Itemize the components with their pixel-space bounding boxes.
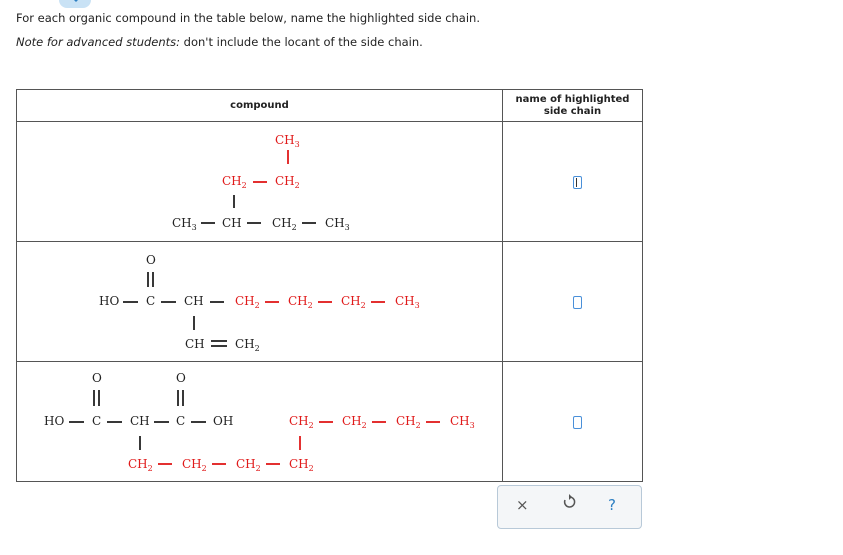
atom-r-ch2-6: $CH_2$ — [236, 457, 261, 473]
atom-c-1: C — [92, 414, 102, 428]
compound-3-diagram — [17, 362, 502, 482]
answer-cell-1 — [503, 122, 643, 242]
help-button[interactable]: ? — [608, 496, 616, 514]
atom-r-ch2-5: $CH_2$ — [182, 457, 207, 473]
atom-ho: HO — [44, 414, 65, 428]
note-body: don't include the locant of the side chain. — [180, 35, 423, 49]
atom-r-ch2-1: $CH_2$ — [289, 414, 314, 430]
undo-button[interactable] — [562, 494, 576, 514]
atom-r-ch2-3: $CH_2$ — [396, 414, 421, 430]
undo-icon — [562, 494, 576, 510]
answer-cell-2 — [503, 242, 643, 362]
atom-ch2-main: $CH_2$ — [272, 216, 297, 232]
atom-ch3-right: $CH_3$ — [325, 216, 350, 232]
atom-ch3: $CH_3$ — [395, 294, 420, 310]
atom-ch2-b: $CH_2$ — [275, 174, 300, 190]
header-answer: name of highlighted side chain — [503, 90, 643, 122]
atom-ho: HO — [99, 294, 120, 308]
atom-oh: OH — [213, 414, 234, 428]
compound-2-diagram — [17, 242, 502, 362]
atom-ch3-left: $CH_3$ — [172, 216, 197, 232]
atom-ch: CH — [130, 414, 150, 428]
compound-table — [16, 89, 643, 482]
atom-ch2-3: $CH_2$ — [341, 294, 366, 310]
compound-1-diagram — [17, 122, 502, 242]
note-label: Note for advanced students: — [16, 35, 181, 49]
answer-cell-3 — [503, 362, 643, 482]
atom-o: O — [146, 253, 156, 267]
atom-r-ch2-2: $CH_2$ — [342, 414, 367, 430]
compound-2-structure — [17, 242, 503, 362]
compound-1-structure — [17, 122, 503, 242]
clear-button[interactable]: × — [516, 496, 529, 514]
atom-c-2: C — [176, 414, 186, 428]
answer-toolbar — [497, 485, 642, 529]
answer-input-1[interactable] — [573, 176, 582, 189]
collapse-tab[interactable] — [59, 0, 91, 8]
atom-r-ch2-7: $CH_2$ — [289, 457, 314, 473]
compound-3-structure — [17, 362, 503, 482]
atom-o-1: O — [92, 371, 102, 385]
atom-ch2-vinyl: $CH_2$ — [235, 337, 260, 353]
chevron-down-icon — [71, 0, 81, 2]
answer-input-3[interactable] — [573, 416, 582, 429]
atom-r-ch2-4: $CH_2$ — [128, 457, 153, 473]
atom-o-2: O — [176, 371, 186, 385]
atom-r-ch3: $CH_3$ — [450, 414, 475, 430]
header-compound: compound — [17, 90, 503, 122]
atom-ch: CH — [184, 294, 204, 308]
atom-ch2-2: $CH_2$ — [288, 294, 313, 310]
note-text — [16, 35, 423, 49]
atom-ch: CH — [222, 216, 242, 230]
atom-ch2-1: $CH_2$ — [235, 294, 260, 310]
atom-ch2-a: $CH_2$ — [222, 174, 247, 190]
atom-c: C — [146, 294, 156, 308]
answer-input-2[interactable] — [573, 296, 582, 309]
atom-ch-vinyl: CH — [185, 337, 205, 351]
instruction-text: For each organic compound in the table below, name the highlighted side chain. — [16, 11, 480, 25]
atom-ch3-top: $CH_3$ — [275, 133, 300, 149]
